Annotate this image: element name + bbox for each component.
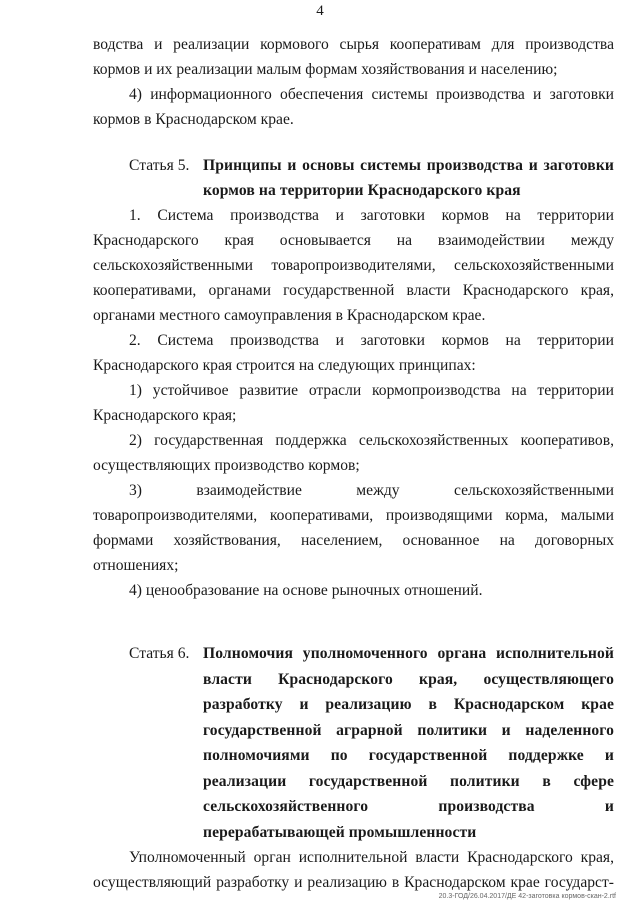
page-number: 4 — [316, 3, 324, 19]
footer-file-path: 20.3-ГОД/26.04.2017/ДЕ 42-заготовка кормов-скан-2.rtf — [438, 893, 616, 900]
paragraph: 1. Система производства и заготовки кормов на территории Краснодарского края основывается на взаимодействии между сельскохозяйственными товаропроизводителями, сельскохозяйственными кооперативами, органами государственной власти Краснодарского края, органами местного самоуправления в Краснодарском крае. — [93, 207, 614, 324]
article-label: Статья 5. — [129, 157, 190, 174]
article-6-header — [93, 641, 614, 845]
paragraph: Уполномоченный орган исполнительной власти Краснодарского края, осуществляющий разработку и реализацию в Краснодарском крае государст- — [93, 849, 614, 891]
article-5-header — [93, 153, 614, 203]
paragraph: 4) ценообразование на основе рыночных отношений. — [129, 582, 483, 599]
article-label: Статья 6. — [129, 645, 190, 662]
article-heading: Принципы и основы системы производства и заготовки кормов на территории Краснодарского края — [203, 157, 614, 199]
paragraph: 3) взаимодействие между сельскохозяйственными товаропроизводителями, кооперативами, производящими корма, малыми формами хозяйствования, населением, основанное на договорных отношениях; — [93, 482, 614, 574]
paragraph: водства и реализации кормового сырья кооперативам для производства кормов и их реализации малым формам хозяйствования и населению; — [93, 36, 614, 78]
article-heading: Полномочия уполномоченного органа исполнительной власти Краснодарского края, осуществляющего разработку и реализацию в Краснодарском крае государственной аграрной политики и наделенного полномочиями по государственной поддержке и реализации государственной политики в сфере сельскохозяйственного производства и перерабатывающей промышленности — [203, 645, 614, 841]
paragraph: 1) устойчивое развитие отрасли кормопроизводства на территории Краснодарского края; — [93, 382, 614, 424]
paragraph: 2) государственная поддержка сельскохозяйственных кооперативов, осуществляющих производство кормов; — [93, 432, 614, 474]
paragraph: 4) информационного обеспечения системы производства и заготовки кормов в Краснодарском крае. — [93, 86, 614, 128]
paragraph: 2. Система производства и заготовки кормов на территории Краснодарского края строится на следующих принципах: — [93, 332, 614, 374]
document-body — [93, 32, 614, 895]
